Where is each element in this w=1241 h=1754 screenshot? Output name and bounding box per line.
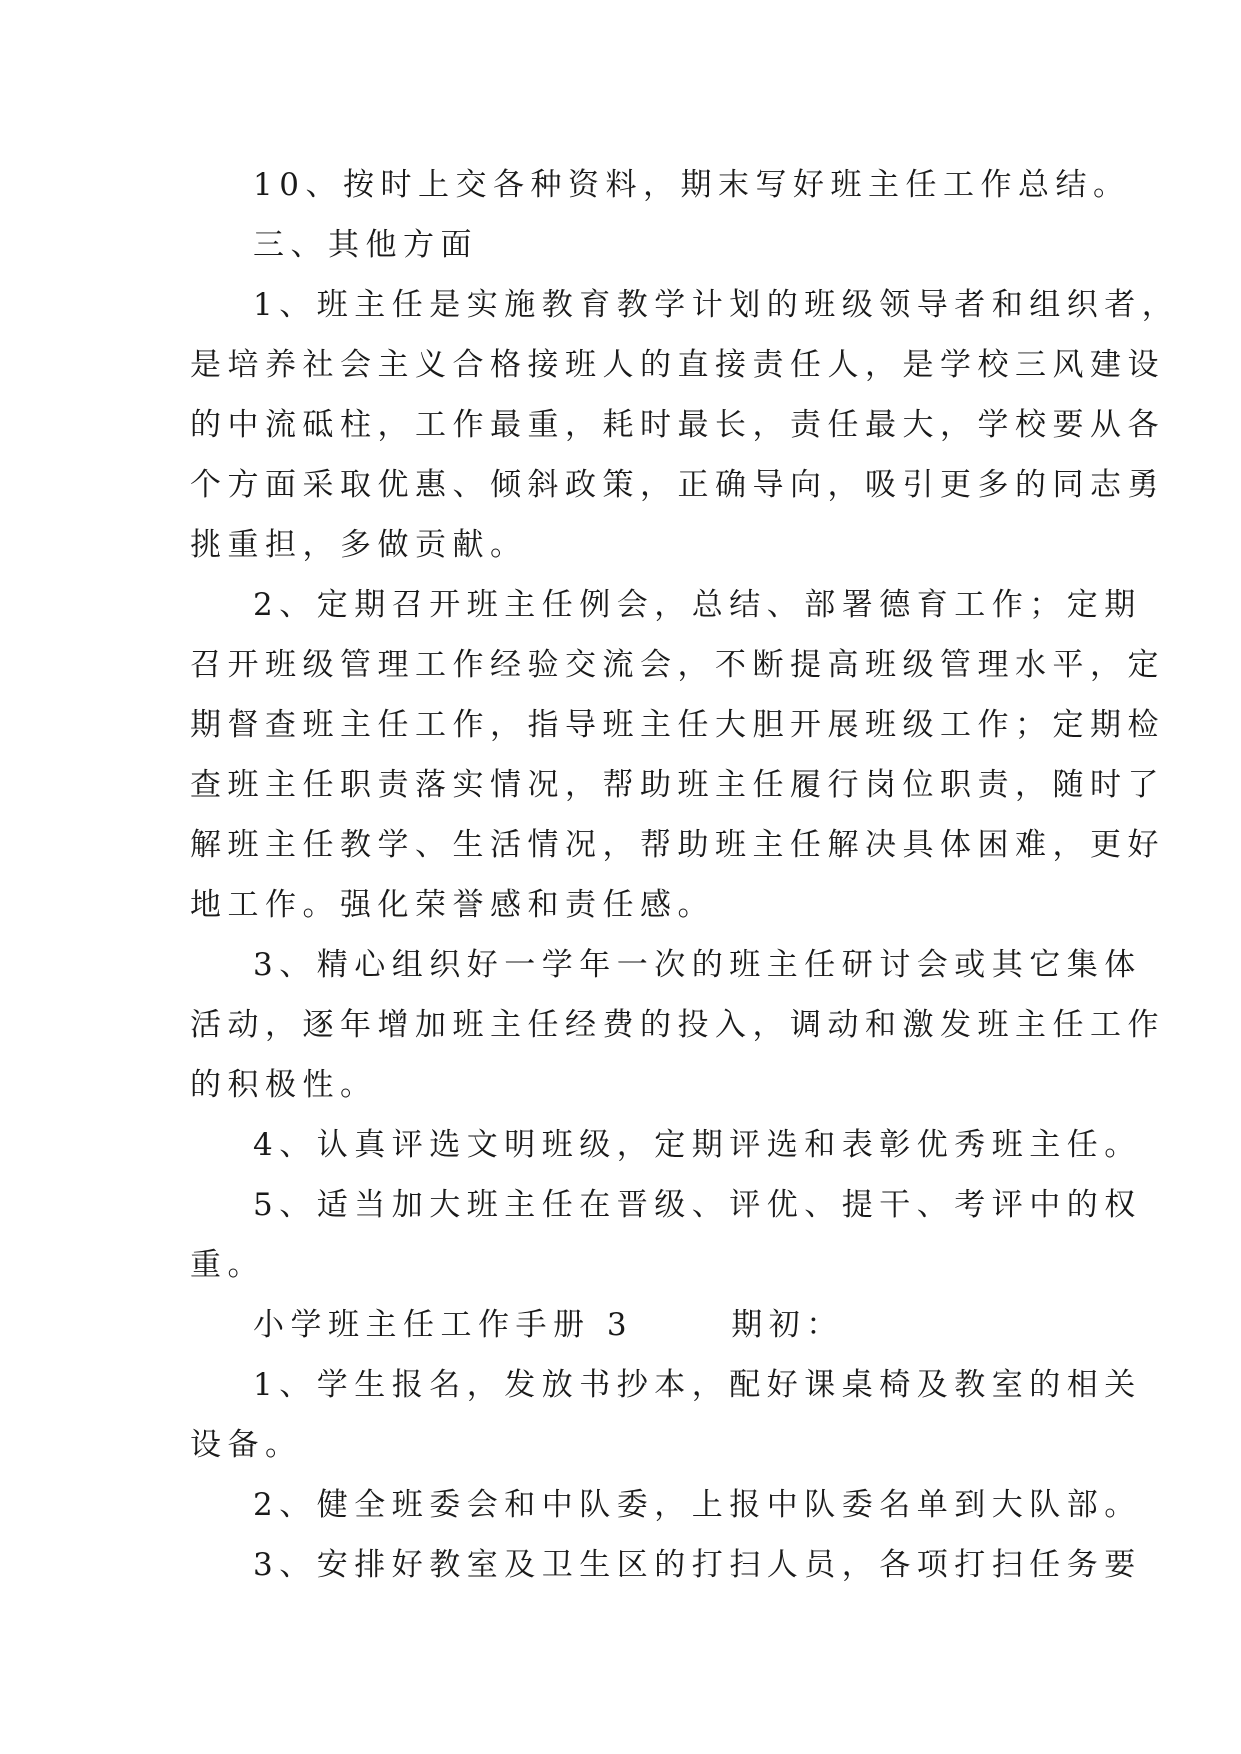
text-line: 2、健全班委会和中队委，上报中队委名单到大队部。 [253, 1487, 1142, 1523]
text-line: 1、班主任是实施教育教学计划的班级领导者和组织者， [253, 287, 1180, 323]
text-line: 1、学生报名，发放书抄本，配好课桌椅及教室的相关 [253, 1367, 1142, 1403]
text-line: 地工作。强化荣誉感和责任感。 [190, 887, 715, 923]
text-line: 的积极性。 [190, 1067, 378, 1103]
text-line: 3、安排好教室及卫生区的打扫人员，各项打扫任务要 [253, 1547, 1142, 1583]
text-line: 活动，逐年增加班主任经费的投入，调动和激发班主任工作 [190, 1007, 1165, 1043]
text-line: 查班主任职责落实情况，帮助班主任履行岗位职责，随时了 [190, 767, 1165, 803]
text-line: 3、精心组织好一学年一次的班主任研讨会或其它集体 [253, 947, 1142, 983]
section-heading: 三、其他方面 [253, 227, 478, 263]
section-heading: 小学班主任工作手册 3 期初： [253, 1307, 844, 1343]
text-line: 4、认真评选文明班级，定期评选和表彰优秀班主任。 [253, 1127, 1142, 1163]
text-line: 是培养社会主义合格接班人的直接责任人，是学校三风建设 [190, 347, 1165, 383]
text-line: 10、按时上交各种资料，期末写好班主任工作总结。 [253, 167, 1131, 203]
text-line: 解班主任教学、生活情况，帮助班主任解决具体困难，更好 [190, 827, 1165, 863]
text-line: 个方面采取优惠、倾斜政策，正确导向，吸引更多的同志勇 [190, 467, 1165, 503]
text-line: 5、适当加大班主任在晋级、评优、提干、考评中的权 [253, 1187, 1142, 1223]
text-line: 2、定期召开班主任例会，总结、部署德育工作；定期 [253, 587, 1142, 623]
text-line: 召开班级管理工作经验交流会，不断提高班级管理水平，定 [190, 647, 1165, 683]
text-line: 设备。 [190, 1427, 303, 1463]
text-line: 挑重担，多做贡献。 [190, 527, 528, 563]
text-line: 期督查班主任工作，指导班主任大胆开展班级工作；定期检 [190, 707, 1165, 743]
text-line: 重。 [190, 1247, 265, 1283]
text-line: 的中流砥柱，工作最重，耗时最长，责任最大，学校要从各 [190, 407, 1165, 443]
